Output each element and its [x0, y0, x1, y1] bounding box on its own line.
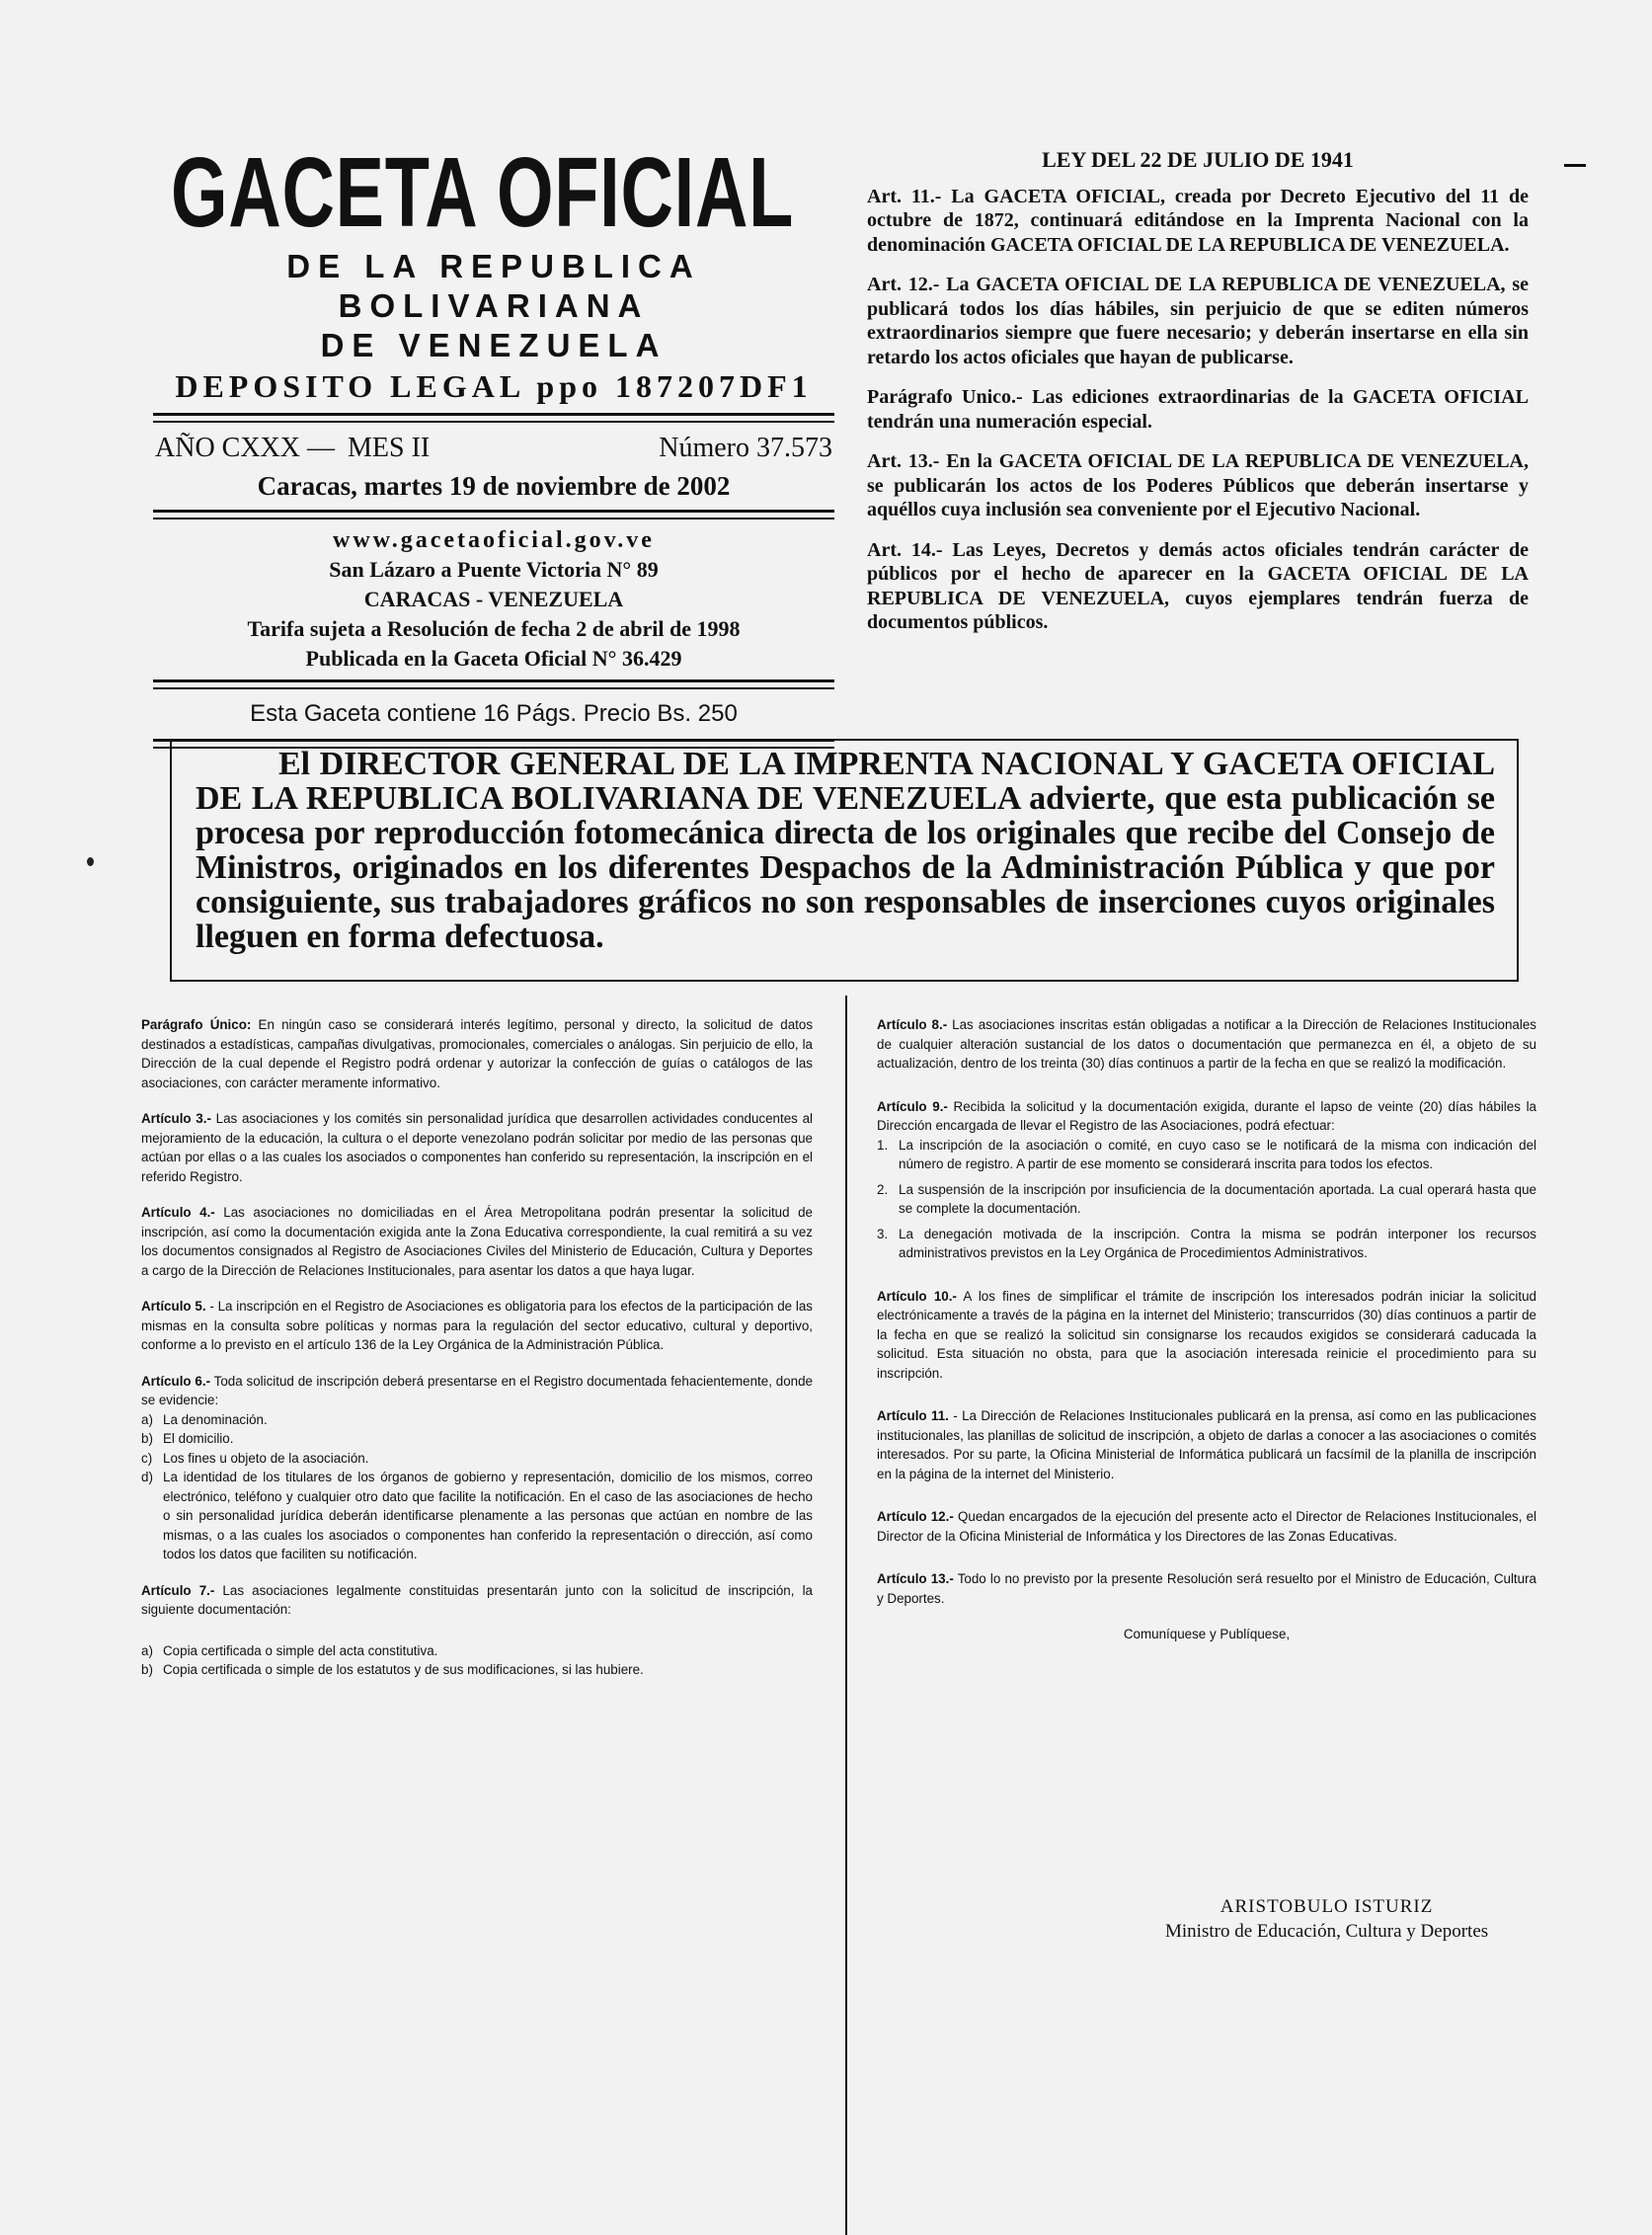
article-11: Artículo 11. - La Dirección de Relaciones Institucionales publicará en la prensa, así como en las publicaciones institucionales, las planillas de solicitud de inscripción, a objeto de darlas a conocer a las asociaciones o comités interesados. Por su parte, la Oficina Ministerial de Informática publicará un facsímil de la planilla de inscripción en la página de la internet del Ministerio. — [877, 1408, 1536, 1481]
issue-date: Caracas, martes 19 de noviembre de 2002 — [257, 471, 731, 501]
law-article-11: Art. 11.- La GACETA OFICIAL, creada por Decreto Ejecutivo del 11 de octubre de 1872, continuará editándose en la Imprenta Nacional con la denominación GACETA OFICIAL DE LA REPUBLICA DE VENEZUELA. — [867, 185, 1529, 256]
notice-text: advierte, que esta publicación se procesa por reproducción fotomecánica directa de los originales que recibe del Consejo de Ministros, originados en los diferentes Despachos de la Administración Pública y que por consiguiente, sus trabajadores gráficos no son responsables de inserciones cuyos originales lleguen en forma defectuosa. — [196, 780, 1495, 955]
website-link[interactable]: www.gacetaoficial.gov.ve — [333, 527, 655, 553]
divider — [153, 679, 834, 689]
list-item: 2. La suspensión de la inscripción por insuficiencia de la documentación aportada. La cual operará hasta que se complete la documentación. — [877, 1181, 1536, 1216]
masthead — [153, 138, 834, 755]
signatory-name: ARISTOBULO ISTURIZ — [1219, 1896, 1434, 1917]
closing-formula: Comuníquese y Publíquese, — [1123, 1627, 1291, 1641]
article-9: Artículo 9.- Recibida la solicitud y la documentación exigida, durante el lapso de veinte (20) días hábiles la Dirección encargada de llevar el Registro de las Asociaciones, podrá efectuar: — [877, 1098, 1536, 1133]
signature-block — [1165, 1896, 1488, 1946]
law-1941-block — [867, 148, 1529, 651]
scan-mark — [1564, 164, 1586, 167]
article-12: Artículo 12.- Quedan encargados de la ejecución del presente acto el Director de Relaciones Institucionales, el Director de la Oficina Ministerial de Informática y los Directores de las Zonas Educativas. — [877, 1509, 1536, 1544]
article-13: Artículo 13.- Todo lo no previsto por la presente Resolución será resuelto por el Ministro de Educación, Cultura y Deportes. — [877, 1571, 1536, 1606]
list-item: 1. La inscripción de la asociación o comité, en cuyo caso se le notificará de la misma con indicación del número de registro. A partir de ese momento se considerará inscrita para todos los efectos. — [877, 1137, 1536, 1171]
article-7: Artículo 7.- Las asociaciones legalmente constituidas presentarán junto con la solicitud de inscripción, la siguiente documentación: — [141, 1582, 814, 1617]
law-article-13: Art. 13.- En la GACETA OFICIAL DE LA REPUBLICA DE VENEZUELA, se publicarán los actos de los Poderes Públicos que deberán insertarse y aquéllos cuya inclusión sea conveniente por el Ejecutivo Nacional. — [867, 450, 1529, 520]
issue-number: Número 37.573 — [659, 433, 832, 463]
list-item: c) Los fines u objeto de la asociación. — [141, 1450, 369, 1466]
gazette-subtitle-line1: DE LA REPUBLICA BOLIVARIANA — [286, 248, 701, 324]
left-column — [141, 1015, 813, 1697]
article-6: Artículo 6.- Toda solicitud de inscripción deberá presentarse en el Registro documentada fehacientemente, donde se evidencie: — [141, 1373, 814, 1407]
list-item: 3. La denegación motivada de la inscripción. Contra la misma se podrán interponer los recursos administrativos previstos en la Ley Orgánica de Procedimientos Administrativos. — [877, 1226, 1536, 1260]
article-9-list — [877, 1136, 1536, 1263]
article-7-list — [141, 1641, 813, 1680]
publisher-info — [153, 525, 834, 674]
contents-line: Esta Gaceta contiene 16 Págs. Precio Bs. 250 — [250, 700, 738, 727]
published-note: Publicada en la Gaceta Oficial N° 36.429 — [305, 646, 682, 671]
list-item: a) Copia certificada o simple del acta constitutiva. — [141, 1642, 438, 1658]
article-6-list — [141, 1410, 813, 1564]
gazette-title: GACETA OFICIAL — [171, 137, 795, 248]
law-article-12: Art. 12.- La GACETA OFICIAL DE LA REPUBLICA DE VENEZUELA, se publicará todos los días hábiles, sin perjuicio de que se editen números extraordinarios siempre que fuere necesario; y deberán insertarse en ella sin retardo los actos oficiales que hayan de publicarse. — [867, 274, 1529, 368]
article-8: Artículo 8.- Las asociaciones inscritas están obligadas a notificar a la Dirección de Relaciones Institucionales de cualquier alteración sustancial de los datos o documentación que permanezca en él, a objeto de su actualización, dentro de los treinta (30) días continuos a partir de la fecha en que se realizó la modificación. — [877, 1017, 1537, 1071]
article-10: Artículo 10.- A los fines de simplificar el trámite de inscripción los interesados podrán iniciar la solicitud electrónicamente a través de la página en la internet del Ministerio; transcurridos (30) días continuos a partir de la fecha en que se realizó la solicitud sin consignarse los recaudos exigidos se considerará caducada la solicitud. Esta situación no obsta, para que la asociación interesada reinicie el procedimiento para su inscripción. — [877, 1288, 1537, 1381]
issue-year: AÑO CXXX — — [155, 433, 335, 463]
issue-info-row — [153, 429, 834, 468]
legal-deposit: DEPOSITO LEGAL ppo 187207DF1 — [175, 368, 813, 404]
scan-speck — [87, 857, 94, 866]
address: San Lázaro a Puente Victoria N° 89 — [329, 557, 659, 582]
article-5: Artículo 5. - La inscripción en el Registro de Asociaciones es obligatoria para los efectos de la participación de las mismas en la consulta sobre políticas y normas para la regulación del sector educativo, cultural y deportivo, conforme a lo previsto en el artículo 136 de la Ley Orgánica de la Administración Pública. — [141, 1299, 813, 1352]
right-column — [877, 1015, 1536, 1644]
article-3: Artículo 3.- Las asociaciones y los comités sin personalidad jurídica que desarrollen actividades conducentes al mejoramiento de la educación, la cultura o el deporte venezolano podrán solicitar por medio de las personas que actúan por ellas o a las cuales los asociados o componentes han conferido su representación, la inscripción en el referido Registro. — [141, 1111, 814, 1184]
law-paragraph-unico: Parágrafo Unico.- Las ediciones extraordinarias de la GACETA OFICIAL tendrán una numeración especial. — [867, 386, 1529, 433]
law-title: LEY DEL 22 DE JULIO DE 1941 — [1042, 147, 1354, 172]
divider — [153, 413, 834, 423]
column-divider — [845, 996, 847, 2235]
list-item: b) Copia certificada o simple de los estatutos y de sus modificaciones, si las hubiere. — [141, 1662, 644, 1677]
notice-lead: El DIRECTOR GENERAL DE LA IMPRENTA NACIONAL Y GACETA OFICIAL DE LA REPUBLICA BOLIVARIANA DE VENEZUELA — [196, 746, 1495, 817]
city: CARACAS - VENEZUELA — [363, 587, 624, 611]
signatory-title: Ministro de Educación, Cultura y Deportes — [1165, 1921, 1489, 1942]
list-item: a) La denominación. — [141, 1411, 268, 1427]
director-notice-box — [170, 739, 1519, 982]
list-item: d) La identidad de los titulares de los órganos de gobierno y representación, domicilio de los mismos, correo electrónico, teléfono y cualquier otro dato que facilite la notificación. En el caso de las asociaciones de hecho o sin personalidad jurídica deberán identificarse plenamente a las personas que actúan en nombre de las mismas, o a las cuales los asociados o componentes han conferido la representación o dirección, así como todos los datos que faciliten su notificación. — [141, 1470, 813, 1561]
law-article-14: Art. 14.- Las Leyes, Decretos y demás actos oficiales tendrán carácter de públicos por el hecho de aparecer en la GACETA OFICIAL DE LA REPUBLICA DE VENEZUELA, cuyos ejemplares tendrán fuerza de documentos públicos. — [867, 538, 1529, 633]
tariff-note: Tarifa sujeta a Resolución de fecha 2 de abril de 1998 — [247, 616, 741, 641]
paragraph-unico: Parágrafo Único: En ningún caso se considerará interés legítimo, personal y directo, la solicitud de datos destinados a estadísticas, campañas divulgativas, promocionales, comerciales o análogas. Sin perjuicio de ello, la Dirección de la cual depende el Registro podrá ordenar y autorizar la confección de guías o catálogos de las asociaciones, con carácter meramente informativo. — [141, 1017, 814, 1090]
issue-month: MES II — [348, 433, 431, 463]
divider — [153, 510, 834, 519]
gazette-subtitle-line2: DE VENEZUELA — [320, 327, 668, 363]
list-item: b) El domicilio. — [141, 1431, 234, 1446]
article-4: Artículo 4.- Las asociaciones no domiciliadas en el Área Metropolitana podrán presentar la solicitud de inscripción, así como la documentación exigida ante la Zona Educativa correspondiente, la cual remitirá a su vez los documentos consignados al Registro de Asociaciones Civiles del Ministerio de Educación, Cultura y Deportes a cargo de la Dirección de Relaciones Institucionales, para asentar los datos a que haya lugar. — [141, 1205, 813, 1278]
